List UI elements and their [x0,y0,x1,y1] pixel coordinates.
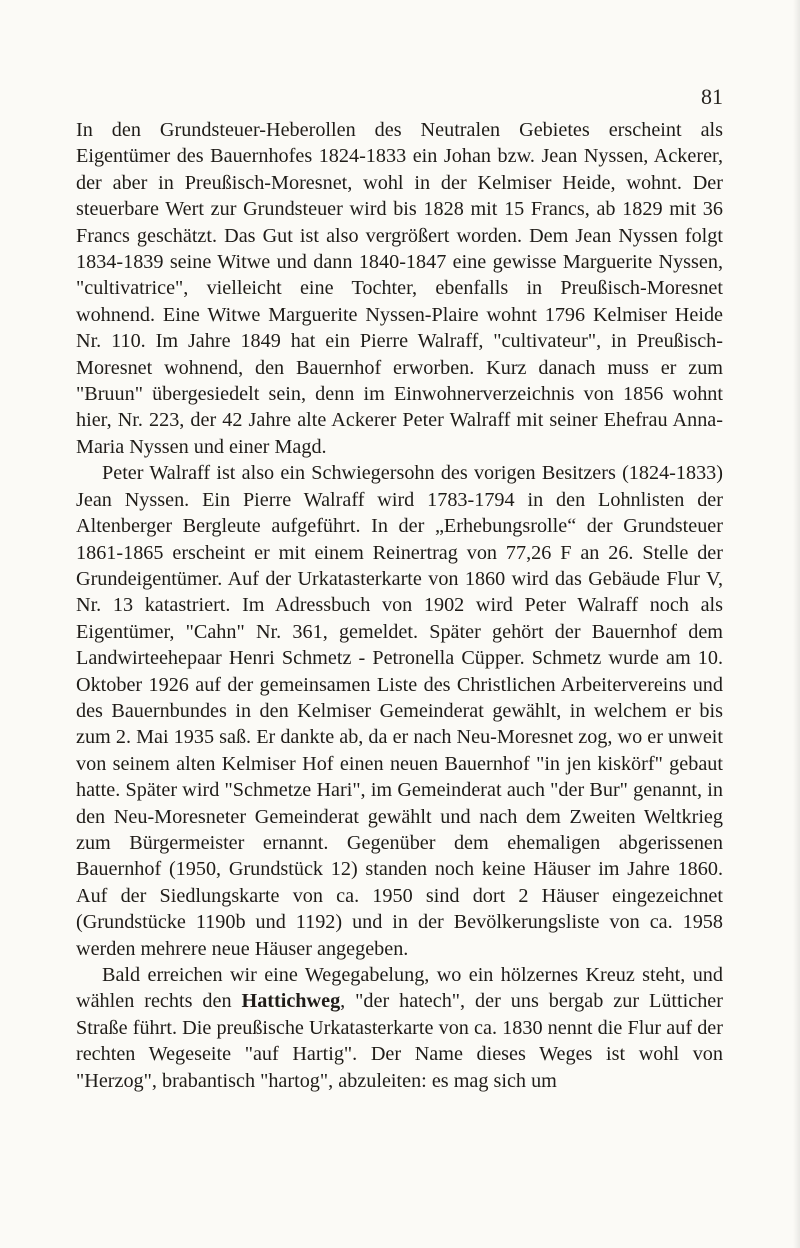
paragraph-3-rest: , "der hatech", der uns bergab zur Lütticher Straße führt. Die preußische Urkatasterkarte von ca. 1830 nennt die Flur auf der rechten Wegeseite "auf Hartig". Der Name dieses Weges ist wohl von "Herzog", brabantisch "hartog", abzuleiten: es mag sich um [76,990,723,1092]
body-text [76,117,723,1094]
paragraph-1: In den Grundsteuer-Heberollen des Neutralen Gebietes erscheint als Eigentümer des Bauernhofes 1824-1833 ein Johan bzw. Jean Nyssen, Ackerer, der aber in Preußisch-Moresnet, wohl in der Kelmiser Heide, wohnt. Der steuerbare Wert zur Grundsteuer wird bis 1828 mit 15 Francs, ab 1829 mit 36 Francs geschätzt. Das Gut ist also vergrößert worden. Dem Jean Nyssen folgt 1834-1839 seine Witwe und dann 1840-1847 eine gewisse Marguerite Nyssen, "cultivatrice", vielleicht eine Tochter, ebenfalls in Preußisch-Moresnet wohnend. Eine Witwe Marguerite Nyssen-Plaire wohnt 1796 Kelmiser Heide Nr. 110. Im Jahre 1849 hat ein Pierre Walraff, "cultivateur", in Preußisch-Moresnet wohnend, den Bauernhof erworben. Kurz danach muss er zum "Bruun" übergesiedelt sein, denn im Einwohnerverzeichnis von 1856 wohnt hier, Nr. 223, der 42 Jahre alte Ackerer Peter Walraff mit seiner Ehefrau Anna-Maria Nyssen und einer Magd. [76,119,723,458]
paragraph-3-intro: Bald erreichen wir eine Wegegabelung, wo ein hölzernes Kreuz steht, und wählen rechts den [76,964,723,1013]
page-number: 81 [701,84,723,109]
page-edge-shadow [793,0,800,1248]
paragraph-2: Peter Walraff ist also ein Schwiegersohn des vorigen Besitzers (1824-1833) Jean Nyssen. Ein Pierre Walraff wird 1783-1794 in den Lohnlisten der Altenberger Bergleute aufgeführt. In der „Erhebungsrolle“ der Grundsteuer 1861-1865 erscheint er mit einem Reinertrag von 77,26 F an 26. Stelle der Grundeigentümer. Auf der Urkatasterkarte von 1860 wird das Gebäude Flur V, Nr. 13 katastriert. Im Adressbuch von 1902 wird Peter Walraff noch als Eigentümer, "Cahn" Nr. 361, gemeldet. Später gehört der Bauernhof dem Landwirteehepaar Henri Schmetz - Petronella Cüpper. Schmetz wurde am 10. Oktober 1926 auf der gemeinsamen Liste des Christlichen Arbeitervereins und des Bauernbundes in den Kelmiser Gemeinderat gewählt, in welchem er bis zum 2. Mai 1935 saß. Er dankte ab, da er nach Neu-Moresnet zog, wo er unweit von seinem alten Kelmiser Hof einen neuen Bauernhof "in jen kiskörf" gebaut hatte. Später wird "Schmetze Hari", im Gemeinderat auch "der Bur" genannt, in den Neu-Moresneter Gemeinderat gewählt und nach dem Zweiten Weltkrieg zum Bürgermeister ernannt. Gegenüber dem ehemaligen abgerissenen Bauernhof (1950, Grundstück 12) standen noch keine Häuser im Jahre 1860. Auf der Siedlungskarte von ca. 1950 sind dort 2 Häuser eingezeichnet (Grundstücke 1190b und 1192) und in der Bevölkerungsliste von ca. 1958 werden mehrere neue Häuser angegeben. [76,462,723,960]
paragraph-3 [76,962,723,1094]
road-name-hattichweg: Hattichweg [241,990,341,1013]
